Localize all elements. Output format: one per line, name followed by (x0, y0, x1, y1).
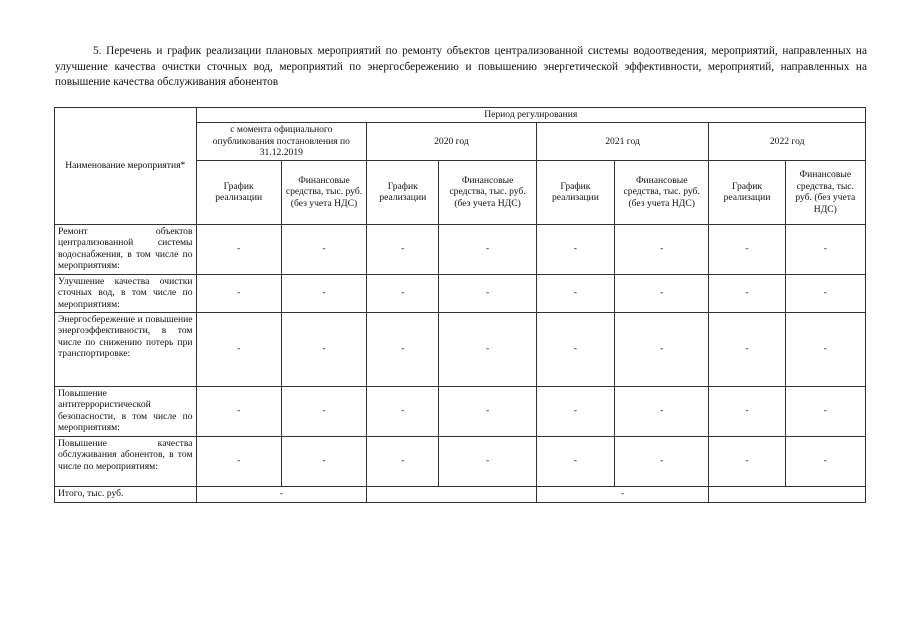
table-row (55, 436, 866, 486)
period-header-2020: 2020 год (367, 123, 537, 161)
table-row (55, 274, 866, 312)
table-cell: - (439, 436, 536, 486)
table-cell: - (439, 312, 536, 386)
table-cell: - (615, 224, 709, 274)
total-cell: - (536, 486, 709, 502)
table-cell: - (367, 312, 439, 386)
period-header-2021: 2021 год (536, 123, 709, 161)
subheader-finance: Финансовые средства, тыс. руб. (без учета НДС) (615, 160, 709, 224)
total-cell: - (196, 486, 367, 502)
table-cell: - (196, 224, 281, 274)
subheader-schedule: График реализации (367, 160, 439, 224)
table-cell: - (709, 312, 785, 386)
section-heading: 5. Перечень и график реализации плановых мероприятий по ремонту объектов централизованной системы водоотведения, мероприятий, направленных на улучшение качества очистки сточных вод, мероприятий по энергосбережению и повышению энергетической эффективности, мероприятий, направленных на повышение качества обслуживания абонентов (55, 45, 867, 88)
table-cell: - (439, 386, 536, 436)
period-header: Период регулирования (196, 108, 865, 123)
table-cell: - (536, 312, 614, 386)
table-cell: - (709, 386, 785, 436)
row-name: Ремонт объектов централизованной системы водоснабжения, в том числе по мероприятиям: (55, 224, 197, 274)
table-cell: - (367, 436, 439, 486)
period-header-initial: с момента официального опубликования постановления по 31.12.2019 (196, 123, 367, 161)
table-cell: - (785, 274, 865, 312)
total-cell (367, 486, 537, 502)
table-cell: - (196, 436, 281, 486)
period-header-2022: 2022 год (709, 123, 866, 161)
total-row (55, 486, 866, 502)
table-cell: - (281, 386, 366, 436)
table-cell: - (536, 274, 614, 312)
total-cell (709, 486, 866, 502)
table-cell: - (281, 224, 366, 274)
table-cell: - (709, 224, 785, 274)
table-cell: - (785, 386, 865, 436)
table-row (55, 224, 866, 274)
table-cell: - (536, 436, 614, 486)
subheader-schedule: График реализации (709, 160, 785, 224)
table-cell: - (196, 386, 281, 436)
name-column-header: Наименование мероприятия* (55, 108, 197, 225)
row-name: Повышение антитеррористической безопасности, в том числе по мероприятиям: (55, 386, 197, 436)
table-cell: - (196, 312, 281, 386)
row-name: Улучшение качества очистки сточных вод, в том числе по мероприятиям: (55, 274, 197, 312)
table-cell: - (196, 274, 281, 312)
table-cell: - (367, 224, 439, 274)
table-cell: - (785, 224, 865, 274)
subheader-finance: Финансовые средства, тыс. руб. (без учета НДС) (785, 160, 865, 224)
table-cell: - (281, 312, 366, 386)
table-row (55, 312, 866, 386)
table-row (55, 386, 866, 436)
table-cell: - (615, 312, 709, 386)
row-name: Повышение качества обслуживания абонентов, в том числе по мероприятиям: (55, 436, 197, 486)
measures-table (54, 107, 866, 503)
table-cell: - (709, 274, 785, 312)
subheader-schedule: График реализации (196, 160, 281, 224)
table-cell: - (615, 386, 709, 436)
row-name: Энергосбережение и повышение энергоэффективности, в том числе по снижению потерь при транспортировке: (55, 312, 197, 386)
subheader-finance: Финансовые средства, тыс. руб. (без учета НДС) (439, 160, 536, 224)
table-cell: - (615, 436, 709, 486)
table-cell: - (367, 386, 439, 436)
table-cell: - (785, 312, 865, 386)
table-cell: - (536, 386, 614, 436)
subheader-finance: Финансовые средства, тыс. руб. (без учета НДС) (281, 160, 366, 224)
table-cell: - (439, 224, 536, 274)
table-cell: - (439, 274, 536, 312)
table-cell: - (709, 436, 785, 486)
table-cell: - (615, 274, 709, 312)
table-cell: - (367, 274, 439, 312)
total-label: Итого, тыс. руб. (55, 486, 197, 502)
table-cell: - (536, 224, 614, 274)
table-cell: - (281, 274, 366, 312)
subheader-schedule: График реализации (536, 160, 614, 224)
table-cell: - (785, 436, 865, 486)
table-cell: - (281, 436, 366, 486)
